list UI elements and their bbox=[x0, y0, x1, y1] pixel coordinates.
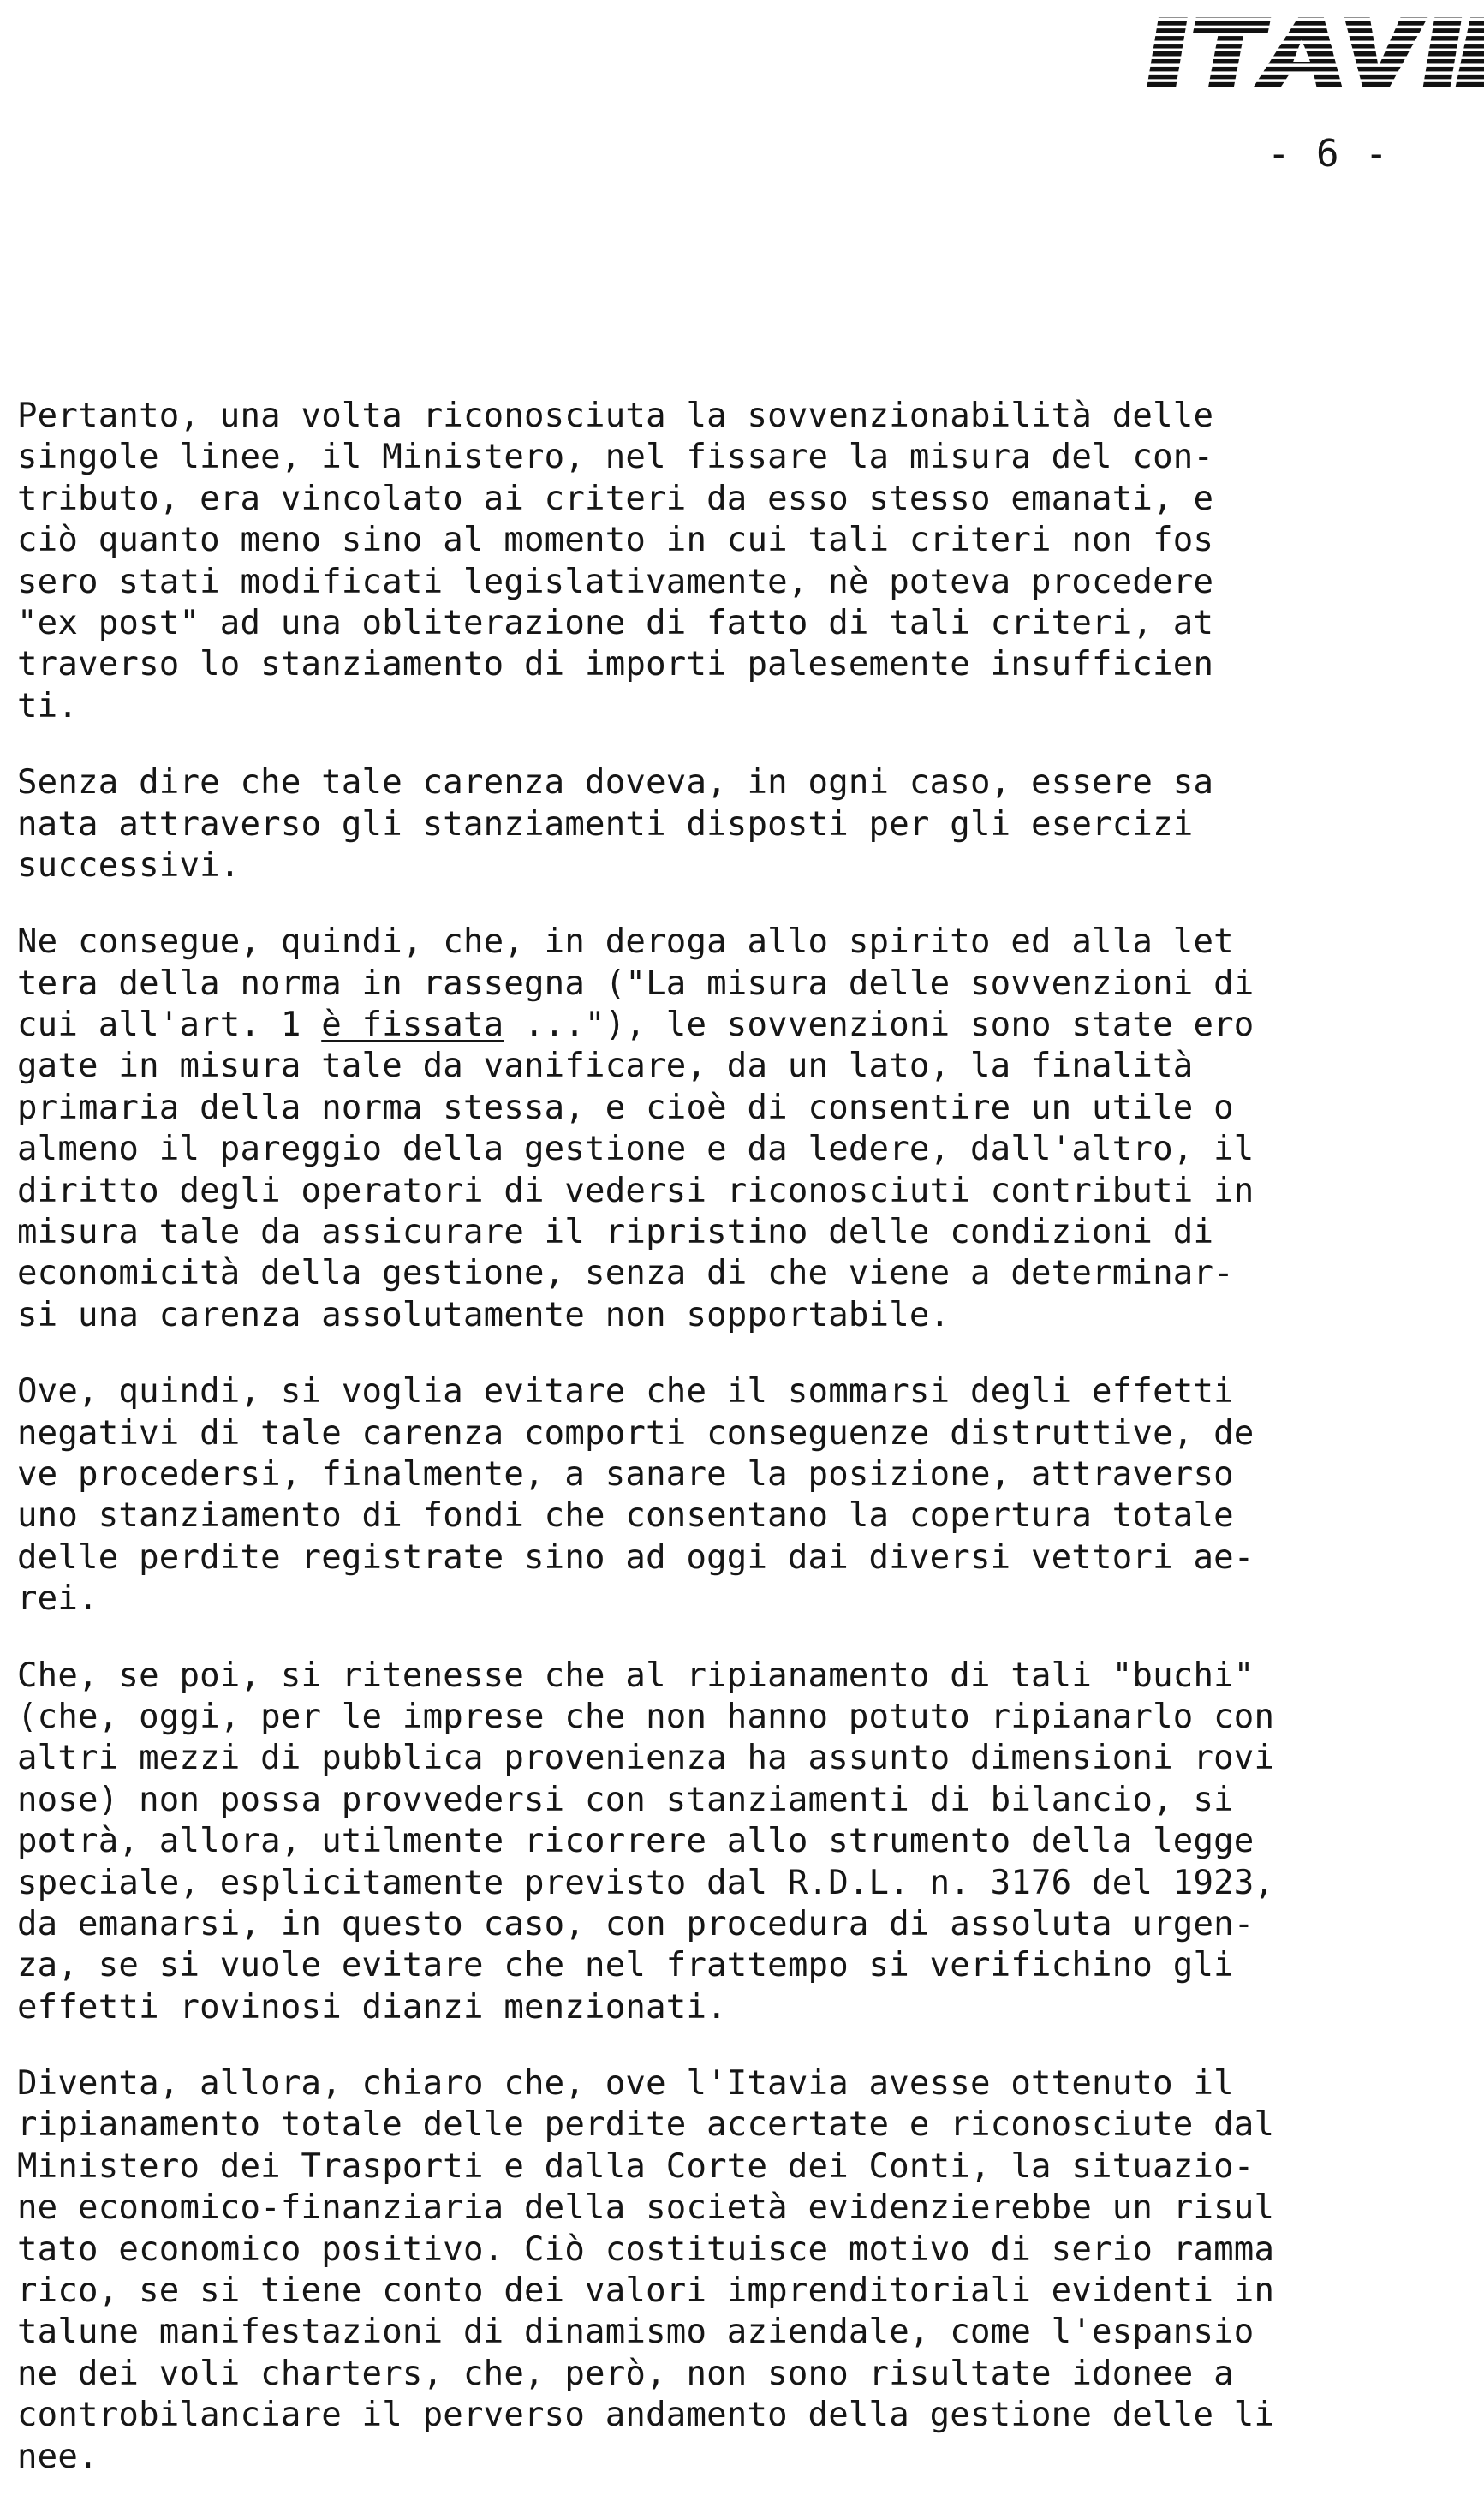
text-line: ne dei voli charters, che, però, non sono risultate idonee a bbox=[17, 2354, 1234, 2393]
paragraph-6 bbox=[17, 2063, 1387, 2478]
text-line: da emanarsi, in questo caso, con procedura di assoluta urgen- bbox=[17, 1904, 1255, 1943]
paragraph-2 bbox=[17, 762, 1387, 886]
text-line: nata attraverso gli stanziamenti disposti per gli esercizi bbox=[17, 804, 1194, 844]
text-line: effetti rovinosi dianzi menzionati. bbox=[17, 1987, 727, 2027]
text-line: Ove, quindi, si voglia evitare che il sommarsi degli effetti bbox=[17, 1372, 1234, 1412]
text-line: controbilanciare il perverso andamento della gestione delle li bbox=[17, 2396, 1275, 2435]
text-line: (che, oggi, per le imprese che non hanno potuto ripianarlo con bbox=[17, 1697, 1275, 1736]
page-number: - 6 - bbox=[1267, 132, 1390, 176]
text-line: nose) non possa provvedersi con stanziamenti di bilancio, si bbox=[17, 1780, 1234, 1819]
document-body bbox=[17, 396, 1387, 2513]
text-fragment: cui all'art. 1 bbox=[17, 1006, 322, 1045]
text-line: ciò quanto meno sino al momento in cui tali criteri non fos bbox=[17, 521, 1214, 560]
text-line: nee. bbox=[17, 2437, 98, 2476]
text-line: uno stanziamento di fondi che consentano la copertura totale bbox=[17, 1496, 1234, 1536]
text-line: ti. bbox=[17, 686, 79, 725]
text-line-with-underline bbox=[17, 1005, 1387, 1046]
text-line: speciale, esplicitamente previsto dal R.D.L. n. 3176 del 1923, bbox=[17, 1863, 1275, 1902]
text-line: Senza dire che tale carenza doveva, in ogni caso, essere sa bbox=[17, 763, 1214, 803]
text-line: Che, se poi, si ritenesse che al ripianamento di tali "buchi" bbox=[17, 1656, 1255, 1695]
text-line: rei. bbox=[17, 1579, 98, 1619]
text-line: si una carenza assolutamente non sopportabile. bbox=[17, 1295, 951, 1334]
text-line: successivi. bbox=[17, 845, 241, 885]
paragraph-3 bbox=[17, 922, 1387, 1336]
text-line: tato economico positivo. Ciò costituisce motivo di serio ramma bbox=[17, 2229, 1275, 2269]
text-line: rico, se si tiene conto dei valori imprenditoriali evidenti in bbox=[17, 2271, 1275, 2311]
text-line: "ex post" ad una obliterazione di fatto di tali criteri, at bbox=[17, 603, 1214, 642]
itavia-logo bbox=[1143, 5, 1484, 101]
text-line: traverso lo stanziamento di importi palesemente insufficien bbox=[17, 645, 1214, 684]
text-line: delle perdite registrate sino ad oggi dai diversi vettori ae- bbox=[17, 1537, 1255, 1577]
text-line: primaria della norma stessa, e cioè di consentire un utile o bbox=[17, 1088, 1234, 1127]
paragraph-4 bbox=[17, 1371, 1387, 1620]
paragraph-1 bbox=[17, 396, 1387, 727]
text-line: tributo, era vincolato ai criteri da esso stesso emanati, e bbox=[17, 479, 1214, 518]
text-line: misura tale da assicurare il ripristino delle condizioni di bbox=[17, 1213, 1214, 1252]
text-line: gate in misura tale da vanificare, da un lato, la finalità bbox=[17, 1047, 1194, 1086]
underlined-text: è fissata bbox=[321, 1006, 504, 1045]
text-line: economicità della gestione, senza di che viene a determinar- bbox=[17, 1254, 1234, 1293]
text-fragment: ..."), le sovvenzioni sono state ero bbox=[504, 1006, 1255, 1045]
text-line: negativi di tale carenza comporti conseguenze distruttive, de bbox=[17, 1413, 1255, 1453]
paragraph-5 bbox=[17, 1656, 1387, 2029]
text-line: singole linee, il Ministero, nel fissare la misura del con- bbox=[17, 438, 1214, 477]
text-line: almeno il pareggio della gestione e da ledere, dall'altro, il bbox=[17, 1130, 1255, 1169]
text-line: altri mezzi di pubblica provenienza ha assunto dimensioni rovi bbox=[17, 1739, 1275, 1778]
text-line: sero stati modificati legislativamente, nè poteva procedere bbox=[17, 562, 1214, 601]
text-line: talune manifestazioni di dinamismo aziendale, come l'espansio bbox=[17, 2313, 1255, 2352]
text-line: ve procedersi, finalmente, a sanare la posizione, attraverso bbox=[17, 1454, 1234, 1494]
text-line: ne economico-finanziaria della società evidenzierebbe un risul bbox=[17, 2188, 1275, 2228]
text-line: Diventa, allora, chiaro che, ove l'Itavia avesse ottenuto il bbox=[17, 2064, 1234, 2104]
text-line: diritto degli operatori di vedersi riconosciuti contributi in bbox=[17, 1171, 1255, 1210]
text-line: Ministero dei Trasporti e dalla Corte dei Conti, la situazio- bbox=[17, 2146, 1255, 2186]
text-line: za, se si vuole evitare che nel frattempo si verifichino gli bbox=[17, 1946, 1234, 1985]
text-line: Pertanto, una volta riconosciuta la sovvenzionabilità delle bbox=[17, 397, 1214, 435]
text-line: potrà, allora, utilmente ricorrere allo strumento della legge bbox=[17, 1822, 1255, 1861]
text-line: ripianamento totale delle perdite accertate e riconosciute dal bbox=[17, 2105, 1275, 2145]
text-line: tera della norma in rassegna ("La misura delle sovvenzioni di bbox=[17, 964, 1255, 1003]
text-line: Ne consegue, quindi, che, in deroga allo spirito ed alla let bbox=[17, 922, 1234, 962]
